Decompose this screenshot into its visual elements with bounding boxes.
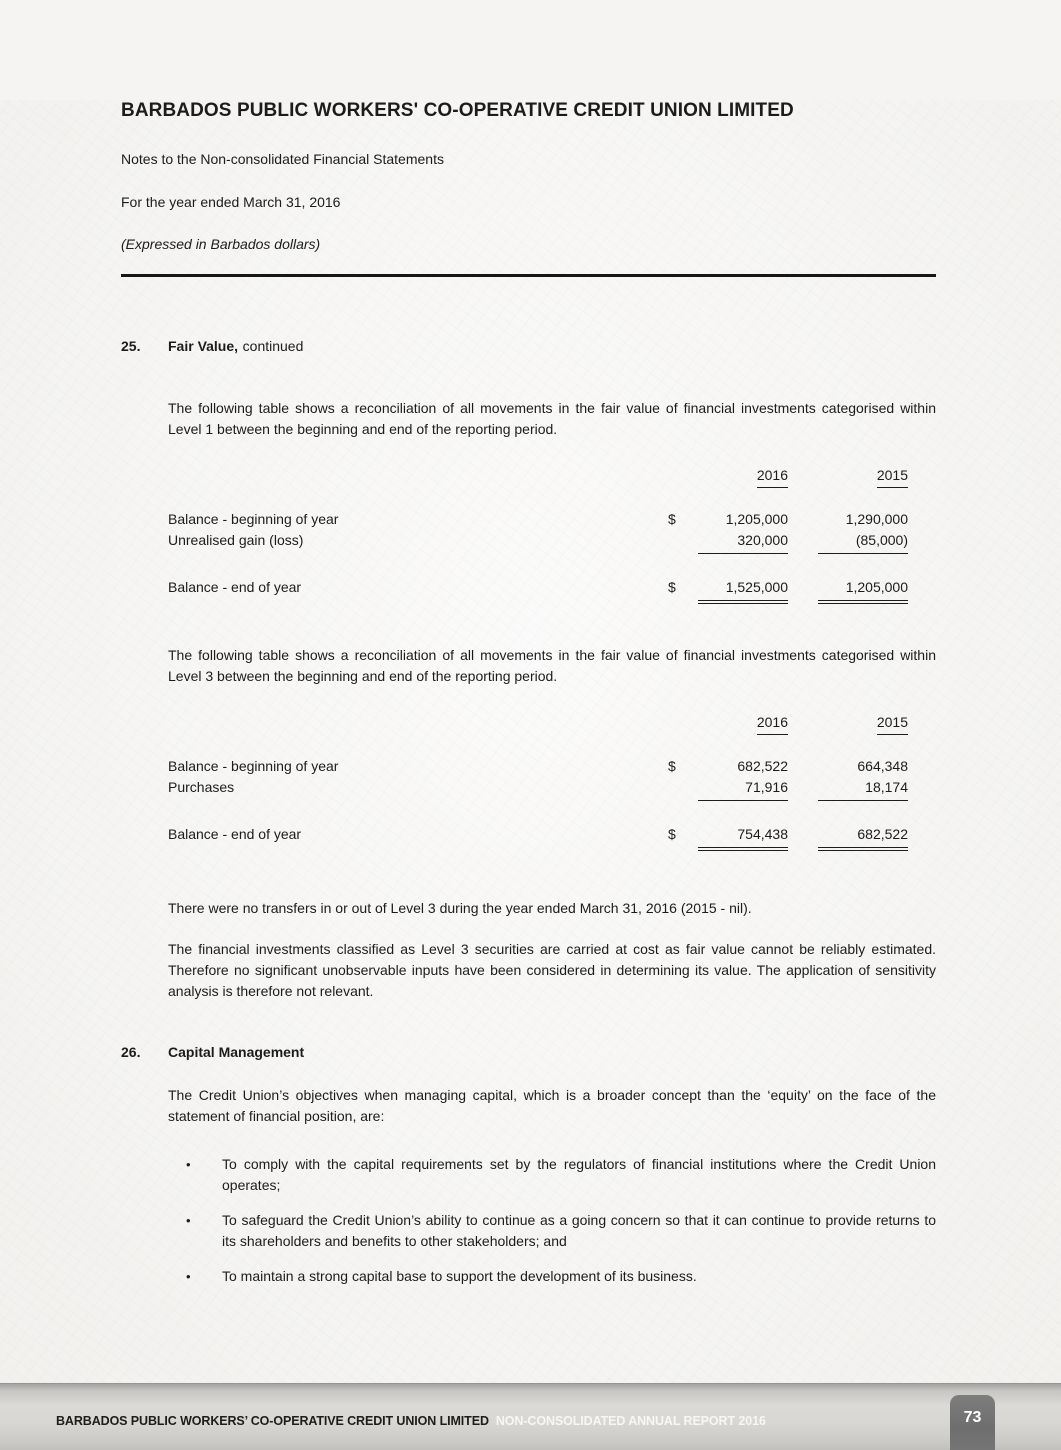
level1-reconciliation-table xyxy=(168,465,936,604)
objectives-bullet-list xyxy=(168,1154,936,1287)
column-header-2016: 2016 xyxy=(757,465,788,488)
list-item xyxy=(168,1266,936,1287)
value-2016: 320,000 xyxy=(698,530,788,554)
table-row xyxy=(168,530,936,554)
table-total-row xyxy=(168,577,936,604)
column-header-2015: 2015 xyxy=(877,712,908,735)
header-notes-line: Notes to the Non-consolidated Financial Statements xyxy=(121,150,444,167)
value-2016: 682,522 xyxy=(737,757,788,774)
section-26-capital-management xyxy=(121,1044,936,1287)
level3-reconciliation-table xyxy=(168,712,936,851)
bullet-icon: • xyxy=(186,1212,191,1228)
section-title xyxy=(168,338,303,355)
value-2016: 1,205,000 xyxy=(725,510,788,527)
table-header-row xyxy=(168,465,936,488)
table-header-row xyxy=(168,712,936,735)
page-footer xyxy=(0,1383,1061,1450)
row-label: Balance - end of year xyxy=(168,825,302,842)
section-title xyxy=(168,1044,304,1061)
section-25-body xyxy=(168,398,936,1002)
total-2016: 1,525,000 xyxy=(698,577,788,604)
value-2015: 1,290,000 xyxy=(845,510,908,527)
section-25-heading xyxy=(121,338,936,355)
value-2015: 664,348 xyxy=(857,757,908,774)
value-2015: (85,000) xyxy=(818,530,908,554)
level1-intro-paragraph: The following table shows a reconciliation of all movements in the fair value of financial investments categorised within Level 1 between the beginning and end of the reporting period. xyxy=(168,399,936,437)
footer-company-name: BARBADOS PUBLIC WORKERS’ CO-OPERATIVE CREDIT UNION LIMITED xyxy=(56,1414,489,1428)
section-25-fair-value xyxy=(121,338,936,1002)
bullet-icon: • xyxy=(186,1156,191,1172)
row-label: Balance - beginning of year xyxy=(168,510,339,527)
footer-report-name: NON-CONSOLIDATED ANNUAL REPORT 2016 xyxy=(495,1414,766,1428)
header-period-line: For the year ended March 31, 2016 xyxy=(121,193,341,210)
value-2016: 71,916 xyxy=(698,777,788,801)
section-number: 26. xyxy=(121,1043,141,1060)
currency-symbol: $ xyxy=(668,578,676,595)
row-label: Balance - beginning of year xyxy=(168,757,339,774)
transfers-note: There were no transfers in or out of Level 3 during the year ended March 31, 2016 (2015 - nil). xyxy=(168,899,752,916)
currency-symbol: $ xyxy=(668,510,676,527)
total-2015: 1,205,000 xyxy=(818,577,908,604)
section-title-bold: Fair Value, xyxy=(168,337,239,354)
currency-symbol: $ xyxy=(668,825,676,842)
row-label: Unrealised gain (loss) xyxy=(168,531,304,548)
table-row xyxy=(168,777,936,801)
table-row xyxy=(168,509,936,530)
total-2015: 682,522 xyxy=(818,824,908,851)
list-item xyxy=(168,1154,936,1196)
total-2016: 754,438 xyxy=(698,824,788,851)
footer-text xyxy=(0,1384,1061,1450)
bullet-text: To maintain a strong capital base to support the development of its business. xyxy=(222,1267,697,1284)
section-26-heading xyxy=(121,1044,936,1061)
table-row xyxy=(168,756,936,777)
section-26-body xyxy=(168,1085,936,1287)
bullet-text: To comply with the capital requirements set by the regulators of financial institutions where the Credit Union operates; xyxy=(222,1155,936,1193)
bullet-icon: • xyxy=(186,1268,191,1284)
page-title: BARBADOS PUBLIC WORKERS' CO-OPERATIVE CREDIT UNION LIMITED xyxy=(121,100,794,121)
row-label: Balance - end of year xyxy=(168,578,302,595)
column-header-2016: 2016 xyxy=(757,712,788,735)
page-number-tab xyxy=(950,1395,995,1450)
header-rule xyxy=(121,274,936,277)
list-item xyxy=(168,1210,936,1252)
row-label: Purchases xyxy=(168,778,235,795)
bullet-text: To safeguard the Credit Union’s ability to continue as a going concern so that it can continue to provide returns to its shareholders and benefits to other stakeholders; and xyxy=(222,1211,936,1249)
level3-cost-note: The financial investments classified as Level 3 securities are carried at cost as fair value cannot be reliably estimated. Therefore no significant unobservable inputs have been considered in determining its value. The application of sensitivity analysis is therefore not relevant. xyxy=(168,940,936,999)
capital-intro-paragraph: The Credit Union’s objectives when managing capital, which is a broader concept than the ‘equity’ on the face of the statement of financial position, are: xyxy=(168,1086,936,1124)
table-total-row xyxy=(168,824,936,851)
section-title-bold: Capital Management xyxy=(168,1043,305,1060)
level3-intro-paragraph: The following table shows a reconciliation of all movements in the fair value of financial investments categorised within Level 3 between the beginning and end of the reporting period. xyxy=(168,646,936,684)
document-page xyxy=(0,100,1061,1287)
section-number: 25. xyxy=(121,337,141,354)
header-currency-line: (Expressed in Barbados dollars) xyxy=(121,235,321,252)
document-header xyxy=(121,100,936,277)
value-2015: 18,174 xyxy=(818,777,908,801)
currency-symbol: $ xyxy=(668,757,676,774)
column-header-2015: 2015 xyxy=(877,465,908,488)
page-number: 73 xyxy=(963,1409,982,1426)
section-title-continued: continued xyxy=(242,337,304,354)
